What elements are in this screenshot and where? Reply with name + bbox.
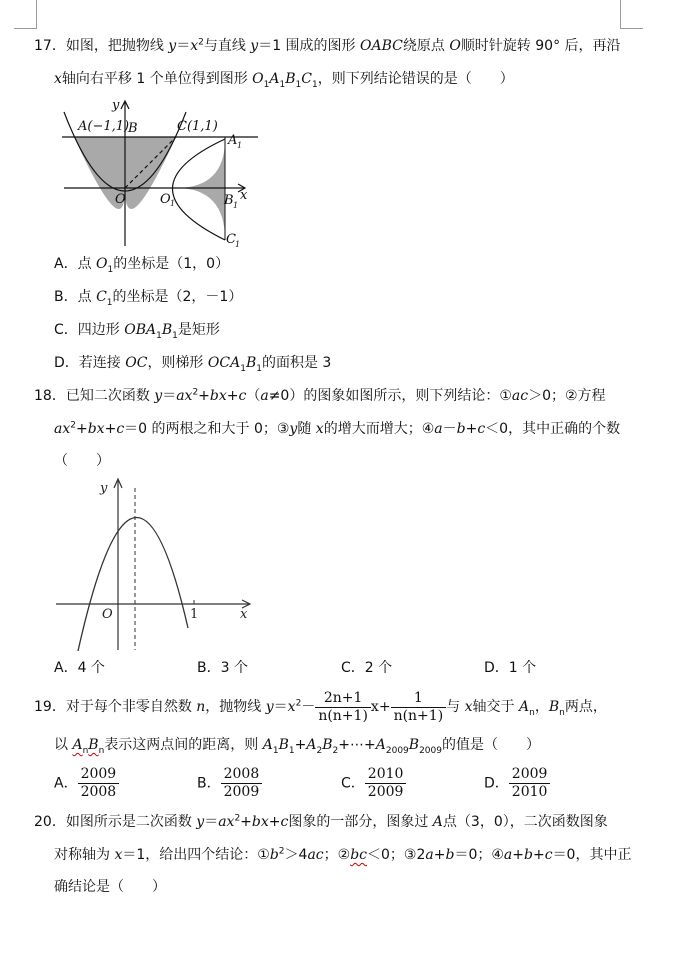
q18-option-c: C．2 个	[341, 660, 393, 676]
q17-option-b: B．点 $C_1$的坐标是（2，－1）	[54, 289, 243, 308]
q19-fraction-1: $\frac{2n+1}{n(n+1)}$	[315, 690, 371, 725]
q17-label-o1: O	[160, 192, 171, 207]
q19-option-b: B． $\frac{2008}{2009}$	[197, 766, 262, 801]
q17-label-c1-sub: 1	[235, 240, 241, 248]
q18-label-x: x	[240, 607, 248, 622]
q18-option-d: D．1 个	[484, 660, 537, 676]
q17-label-o: O	[115, 192, 126, 207]
q18-line3: （ ）	[54, 453, 110, 469]
q18-option-b: B．3 个	[197, 660, 248, 676]
q19-line2: 以 $A_nB_n$表示这两点间的距离，则 $A_1B_1+A_2B_2+\cdots+A_{2009}B_{2009}$的值是（ ）	[54, 737, 540, 756]
page-corner-left	[14, 0, 37, 29]
q19-option-a: A． $\frac{2009}{2008}$	[54, 766, 119, 801]
q19-line1: 19．对于每个非零自然数 n，抛物线 $y=x^2-$ $\frac{2n+1}{n(n+1)}$ x+ $\frac{1}{n(n+1)}$ 与 x轴交于 $A_n$，$B_n$两点，	[34, 689, 607, 724]
q17-option-c: C．四边形 $OBA_1B_1$是矩形	[54, 322, 220, 341]
q18-figure	[56, 476, 252, 652]
q19-option-c: C． $\frac{2010}{2009}$	[341, 766, 406, 801]
q17-option-d: D．若连接 OC，则梯形 $OCA_1B_1$的面积是 3	[54, 355, 332, 374]
q17-label-b1: B	[224, 193, 234, 208]
page-corner-right	[620, 0, 643, 29]
q17-label-a: A(−1,1)	[78, 119, 130, 134]
q17-label-b1-sub: 1	[233, 201, 239, 210]
q17-label-b: B	[128, 121, 138, 136]
q17-label-x: x	[240, 188, 248, 203]
q19-fraction-2: $\frac{1}{n(n+1)}$	[391, 690, 447, 725]
q17-label-a1-sub: 1	[237, 141, 243, 150]
q18-label-o: O	[102, 607, 113, 622]
q18-option-a: A．4 个	[54, 660, 105, 676]
q17-option-a: A．点 $O_1$的坐标是（1，0）	[54, 256, 230, 275]
q17-line2: x轴向右平移 1 个单位得到图形 $O_1A_1B_1C_1$，则下列结论错误的是（ ）	[54, 71, 514, 90]
q17-label-y: y	[112, 100, 120, 113]
q17-line1: 17．如图，把抛物线 $y=x^2$与直线 y＝1 围成的图形 OABC绕原点 O顺时针旋转 90° 后，再沿	[34, 37, 621, 54]
q18-parabola	[78, 517, 188, 651]
q17-label-c1: C	[226, 232, 236, 247]
q19-option-d: D． $\frac{2009}{2010}$	[484, 766, 550, 801]
q20-line3: 确结论是（ ）	[54, 879, 166, 895]
q17-label-c: C(1,1)	[177, 119, 218, 134]
q20-line1: 20．如图所示是二次函数 $y=ax^2+bx+c$图象的一部分，图象过 A点（3，0），二次函数图象	[34, 813, 608, 830]
q18-label-y: y	[100, 481, 108, 496]
q17-label-o1-sub: 1	[170, 199, 176, 208]
q20-line2: 对称轴为 x＝1，给出四个结论：$①b^2>4ac$；②bc＜0；③2a+b＝0；④a+b+c＝0，其中正	[54, 846, 632, 863]
q17-figure	[60, 100, 260, 248]
q18-label-1: 1	[190, 607, 199, 622]
q18-line1: 18．已知二次函数 $y=ax^2+bx+c(a\ne 0)$的图象如图所示，则下列结论：①ac＞0；②方程	[34, 387, 606, 404]
q18-line2: $ax^2+bx+c=0$ 的两根之和大于 0；③y随 x的增大而增大；④a－b+c＜0，其中正确的个数	[54, 420, 621, 437]
q17-label-a1: A	[228, 133, 238, 148]
q17-shaded-region-rotated	[176, 139, 225, 240]
